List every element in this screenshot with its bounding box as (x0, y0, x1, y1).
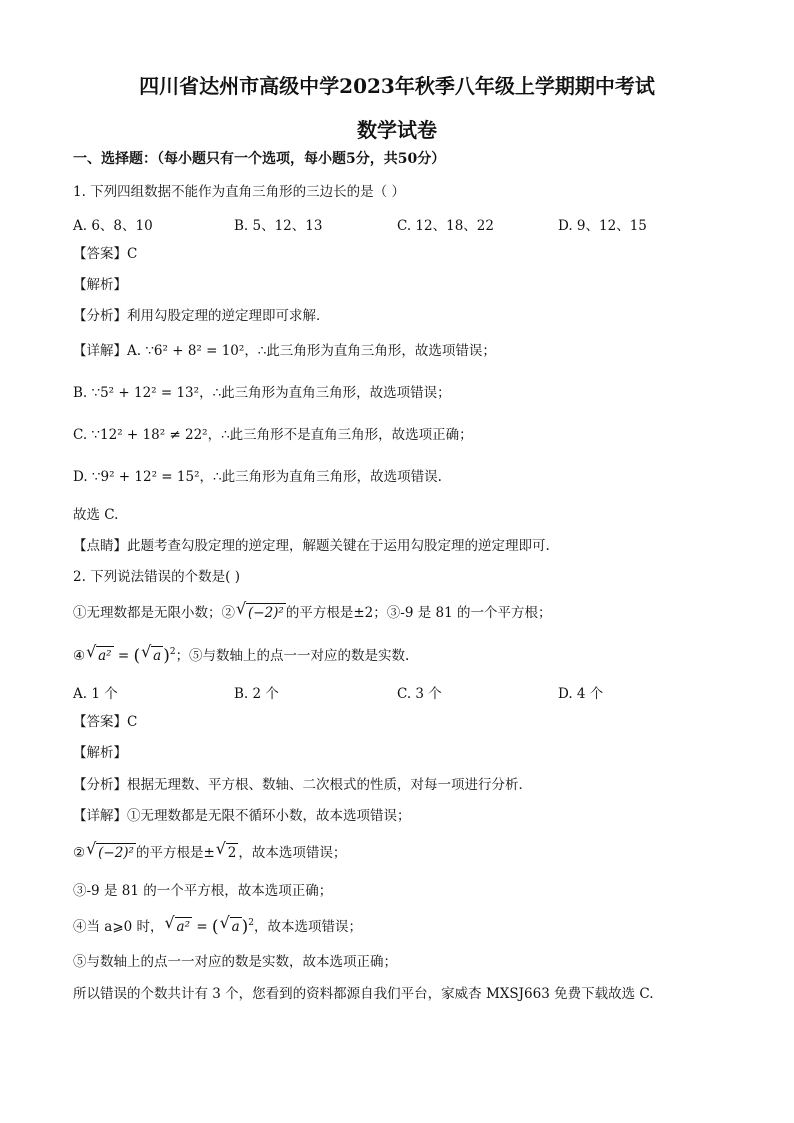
q1-detail-b-math: 5² + 12² = 13² (100, 385, 200, 401)
q2-option-c: C. 3 个 (397, 686, 442, 702)
equals-sign: = (117, 648, 130, 664)
right-paren: ) (163, 646, 170, 666)
q1-jiexi-label: 【解析】 (73, 277, 127, 293)
q1-detail-c-math: 12² + 18² ≠ 22² (100, 427, 208, 443)
q1-choice: 故选 C. (73, 507, 119, 523)
q1-answer: 【答案】C (73, 246, 138, 262)
q2-conclusion: 所以错误的个数共计有 3 个，您看到的资料都源自我们平台，家威杏 MXSJ663 免费下载故选 C. (73, 986, 654, 1002)
q2-answer: 【答案】C (73, 714, 138, 730)
sqrt-expression (236, 603, 286, 622)
q2-s1-text: ①无理数都是无限小数；② (73, 605, 235, 621)
q1-detail-b-suffix: ，∴此三角形为直角三角形，故选项错误； (199, 385, 451, 401)
q1-detail-a-suffix: ，∴此三角形为直角三角形，故选项错误； (244, 343, 496, 359)
sqrt-radicand: a (153, 648, 162, 664)
q2-s4-suffix: ；⑤与数轴上的点一一对应的数是实数. (175, 648, 410, 664)
page-title: 四川省达州市高级中学2023年秋季八年级上学期期中考试 (139, 74, 655, 98)
q1-detail-d-math: 9² + 12² = 15² (100, 469, 200, 485)
sqrt-radicand: a² (176, 919, 191, 935)
q1-option-d: D. 9、12、15 (558, 218, 647, 234)
sqrt-expression (141, 646, 163, 665)
page-subtitle: 数学试卷 (357, 118, 437, 142)
q2-option-a: A. 1 个 (73, 686, 118, 702)
q1-detail-b-prefix: B. ∵ (73, 385, 101, 401)
q2-d2-mid: 的平方根是± (135, 845, 215, 861)
left-paren: ( (133, 646, 141, 666)
sqrt-radicand: 2 (227, 845, 237, 861)
q2-statement-line2 (73, 646, 409, 665)
sqrt-expression (86, 646, 113, 665)
exponent: 2 (248, 918, 254, 928)
equals-sign: = (196, 919, 208, 935)
right-paren: ) (241, 917, 249, 937)
q2-statement-line1 (73, 603, 551, 622)
q1-analysis: 【分析】利用勾股定理的逆定理即可求解． (73, 308, 330, 324)
q1-option-a: A. 6、8、10 (73, 218, 153, 234)
q2-detail-4 (73, 917, 362, 936)
q1-detail-c (73, 426, 473, 444)
q2-detail-3: ③-9 是 81 的一个平方根，故本选项正确； (73, 883, 333, 899)
sqrt-expression (220, 917, 242, 936)
q2-s1-mid: 的平方根是±2；③-9 是 81 的一个平方根； (285, 605, 552, 621)
q2-d2-suffix: ，故本选项错误； (238, 845, 347, 861)
q1-stem: 1. 下列四组数据不能作为直角三角形的三边长的是（ ） (73, 184, 405, 200)
q2-option-d: D. 4 个 (558, 686, 604, 702)
q2-option-b: B. 2 个 (234, 686, 279, 702)
sqrt-radicand: a (231, 919, 240, 935)
q1-detail-c-suffix: ，∴此三角形不是直角三角形，故选项正确； (207, 427, 473, 443)
q1-option-b: B. 5、12、13 (234, 218, 323, 234)
q1-detail-d-suffix: ，∴此三角形为直角三角形，故选项错误. (199, 469, 442, 485)
sqrt-expression (216, 843, 239, 862)
q1-detail-d (73, 468, 442, 486)
section-heading: 一、选择题：（每小题只有一个选项，每小题5分，共50分） (73, 151, 446, 167)
q1-detail-a-prefix: 【详解】A. ∵ (73, 343, 154, 359)
q2-detail-5: ⑤与数轴上的点一一对应的数是实数，故本选项正确； (73, 954, 397, 970)
sqrt-expression (165, 917, 192, 936)
q2-d2-prefix: ② (73, 845, 86, 861)
sqrt-expression (86, 843, 136, 862)
q1-detail-c-prefix: C. ∵ (73, 427, 101, 443)
q2-d4-suffix: ，故本选项错误； (254, 919, 362, 935)
q2-stem: 2. 下列说法错误的个数是( ) (73, 569, 240, 585)
exponent: 2 (169, 647, 176, 657)
q1-detail-a (73, 342, 496, 360)
q2-s4-prefix: ④ (73, 648, 86, 664)
q2-detail-1: 【详解】①无理数都是无限不循环小数，故本选项错误； (73, 808, 411, 824)
sqrt-radicand: (−2)² (98, 845, 134, 861)
q2-d4-prefix: ④当 a⩾0 时， (73, 919, 164, 935)
q2-detail-2 (73, 843, 346, 862)
q1-detail-d-prefix: D. ∵ (73, 469, 101, 485)
q1-detail-a-math: 6² + 8² = 10² (153, 343, 245, 359)
q1-remark: 【点睛】此题考查勾股定理的逆定理，解题关键在于运用勾股定理的逆定理即可. (73, 538, 550, 554)
sqrt-radicand: (−2)² (248, 605, 284, 621)
sqrt-radicand: a² (98, 648, 112, 664)
q2-jiexi-label: 【解析】 (73, 745, 127, 761)
q1-detail-b (73, 384, 451, 402)
q1-option-c: C. 12、18、22 (397, 218, 494, 234)
q2-analysis: 【分析】根据无理数、平方根、数轴、二次根式的性质，对每一项进行分析． (73, 777, 532, 793)
left-paren: ( (211, 917, 219, 937)
